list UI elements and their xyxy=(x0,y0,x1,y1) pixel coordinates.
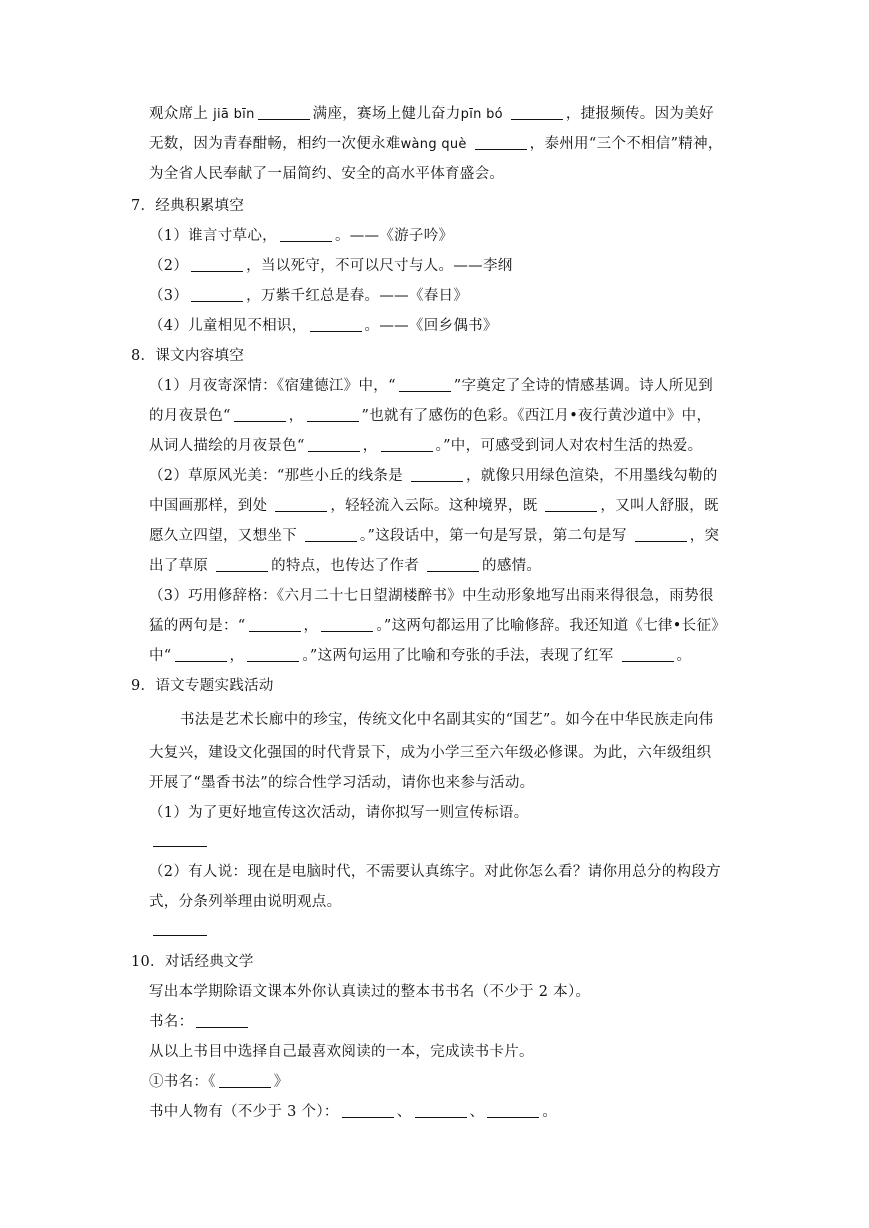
answer-blank[interactable] xyxy=(153,846,207,847)
answer-blank[interactable] xyxy=(275,497,327,512)
q10-title: 10．对话经典文学 xyxy=(131,954,254,970)
answer-blank[interactable] xyxy=(175,647,227,662)
q10-card-book xyxy=(149,1072,289,1092)
answer-blank[interactable] xyxy=(545,497,597,512)
q6-line-3: 为全省人民奉献了一届简约、安全的高水平体育盛会。 xyxy=(149,166,505,182)
text: 。 xyxy=(676,648,692,664)
q8-p2-line-4 xyxy=(149,556,541,576)
q8-p3-line-3 xyxy=(149,646,691,666)
answer-blank[interactable] xyxy=(305,527,357,542)
q9-intro-line-1: 书法是艺术长廊中的珍宝，传统文化中名副其实的“国艺”。如今在中华民族走向伟 xyxy=(180,712,714,728)
text: 出了草原 xyxy=(149,558,214,574)
book-label: 书名： xyxy=(149,1014,194,1030)
text: （4）儿童相见不相识， xyxy=(149,318,307,334)
text: ， xyxy=(303,618,319,634)
text: 中国画那样，到处 xyxy=(149,498,273,514)
text: 。 xyxy=(542,1104,558,1120)
answer-blank[interactable] xyxy=(247,647,299,662)
answer-blank[interactable] xyxy=(307,407,359,422)
answer-blank[interactable] xyxy=(415,1103,467,1118)
answer-blank[interactable] xyxy=(487,1103,539,1118)
text: 的特点，也传达了作者 xyxy=(271,558,425,574)
text: 猛的两句是：“ xyxy=(149,618,246,634)
text: 书中人物有（不少于 3 个）： xyxy=(149,1104,339,1120)
q10-characters-line xyxy=(149,1102,557,1122)
answer-blank[interactable] xyxy=(310,317,362,332)
answer-blank[interactable] xyxy=(308,437,360,452)
answer-blank[interactable] xyxy=(511,105,563,120)
answer-blank[interactable] xyxy=(234,407,286,422)
text: ， xyxy=(288,408,304,424)
answer-blank[interactable] xyxy=(427,557,479,572)
q6-line-1 xyxy=(149,104,714,125)
answer-blank[interactable] xyxy=(258,105,310,120)
answer-blank[interactable] xyxy=(381,437,433,452)
text: 》 xyxy=(273,1074,289,1090)
q8-p1-line-2 xyxy=(149,406,711,426)
answer-blank[interactable] xyxy=(399,377,451,392)
answer-blank[interactable] xyxy=(622,647,674,662)
answer-blank[interactable] xyxy=(153,935,207,936)
q7-item-3 xyxy=(149,286,468,306)
answer-blank[interactable] xyxy=(411,467,463,482)
q9-sub-2-line-1: （2）有人说：现在是电脑时代，不需要认真练字。对此你怎么看？请你用总分的构段方 xyxy=(149,864,721,880)
answer-blank[interactable] xyxy=(191,257,243,272)
text: ，突 xyxy=(689,528,720,544)
q8-p3-line-2 xyxy=(149,616,726,636)
text: （2） xyxy=(149,258,189,274)
answer-blank[interactable] xyxy=(196,1013,248,1028)
text: 无数，因为青春酣畅，相约一次便永难 xyxy=(149,136,401,152)
pinyin: pīn bó xyxy=(460,107,503,122)
answer-blank[interactable] xyxy=(216,557,268,572)
text: ，当以死守，不可以尺寸与人。——李纲 xyxy=(246,258,513,274)
q10-line-1: 写出本学期除语文课本外你认真读过的整本书书名（不少于 2 本）。 xyxy=(149,984,591,1000)
text: ”字奠定了全诗的情感基调。诗人所见到 xyxy=(453,378,714,394)
q7-title: 7．经典积累填空 xyxy=(131,198,245,214)
answer-blank[interactable] xyxy=(219,1073,271,1088)
answer-blank[interactable] xyxy=(191,287,243,302)
q7-item-2 xyxy=(149,256,513,276)
text: 。”中，可感受到词人对农村生活的热爱。 xyxy=(435,438,703,454)
text: ，泰州用“三个不相信”精神， xyxy=(529,136,723,152)
text: ”也就有了感伤的色彩。《西江月•夜行黄沙道中》中， xyxy=(361,408,712,424)
pinyin: wàng què xyxy=(400,137,467,152)
text: 的月夜景色“ xyxy=(149,408,231,424)
q8-p2-line-1 xyxy=(149,466,718,486)
text: ，万紫千红总是春。——《春日》 xyxy=(246,288,469,304)
text: 、 xyxy=(396,1104,412,1120)
text: 中“ xyxy=(149,648,172,664)
q8-p2-line-2 xyxy=(149,496,719,516)
q8-p1-line-1 xyxy=(149,376,713,396)
q7-item-4 xyxy=(149,316,498,336)
answer-blank[interactable] xyxy=(342,1103,394,1118)
q6-line-2 xyxy=(149,134,723,155)
text: （3） xyxy=(149,288,189,304)
text: ①书名：《 xyxy=(149,1074,216,1090)
text: ，捷报频传。因为美好 xyxy=(565,106,714,122)
q8-p1-line-3 xyxy=(149,436,702,456)
answer-blank[interactable] xyxy=(249,617,301,632)
text: 从词人描绘的月夜景色“ xyxy=(149,438,305,454)
answer-blank[interactable] xyxy=(321,617,373,632)
text: ，就像只用绿色渲染，不用墨线勾勒的 xyxy=(465,468,718,484)
text: 观众席上 xyxy=(149,106,214,122)
q9-intro-line-3: 开展了“墨香书法”的综合性学习活动，请你也来参与活动。 xyxy=(149,775,535,791)
q9-title: 9．语文专题实践活动 xyxy=(131,678,274,694)
q10-book-line xyxy=(149,1012,251,1032)
text: ， xyxy=(362,438,378,454)
q7-item-1 xyxy=(149,226,453,246)
q10-line-3: 从以上书目中选择自己最喜欢阅读的一本，完成读书卡片。 xyxy=(149,1044,534,1060)
text: 。”这两句运用了比喻和夸张的手法，表现了红军 xyxy=(302,648,619,664)
text: 。”这两句都运用了比喻修辞。我还知道《七律•长征》 xyxy=(376,618,727,634)
text: 愿久立四望，又想坐下 xyxy=(149,528,302,544)
text: （1）月夜寄深情：《宿建德江》中，“ xyxy=(149,378,396,394)
text: 。”这段话中，第一句是写景，第二句是写 xyxy=(359,528,632,544)
text: 的感情。 xyxy=(482,558,542,574)
text: ，轻轻流入云际。这种境界，既 xyxy=(330,498,543,514)
q8-title: 8．课文内容填空 xyxy=(131,348,245,364)
q9-sub-2-line-2: 式，分条列举理由说明观点。 xyxy=(149,894,342,910)
q8-p3-line-1: （3）巧用修辞格：《六月二十七日望湖楼醉书》中生动形象地写出雨来得很急，雨势很 xyxy=(149,588,714,604)
answer-blank[interactable] xyxy=(635,527,687,542)
text: 。——《游子吟》 xyxy=(334,228,454,244)
answer-blank[interactable] xyxy=(280,227,332,242)
q9-sub-1: （1）为了更好地宣传这次活动，请你拟写一则宣传标语。 xyxy=(149,805,529,821)
text: ，又叫人舒服，既 xyxy=(600,498,719,514)
q8-p2-line-3 xyxy=(149,526,719,546)
text: （2）草原风光美：“那些小丘的线条是 xyxy=(149,468,408,484)
text: 、 xyxy=(469,1104,485,1120)
text: （1）谁言寸草心， xyxy=(149,228,277,244)
text: 满座，赛场上健儿奋力 xyxy=(312,106,461,122)
text: 。——《回乡偶书》 xyxy=(364,318,498,334)
answer-blank[interactable] xyxy=(475,135,527,150)
q9-intro-line-2: 大复兴，建设文化强国的时代背景下，成为小学三至六年级必修课。为此，六年级组织 xyxy=(149,745,712,761)
pinyin: jiā bīn xyxy=(213,107,255,122)
text: ， xyxy=(229,648,245,664)
